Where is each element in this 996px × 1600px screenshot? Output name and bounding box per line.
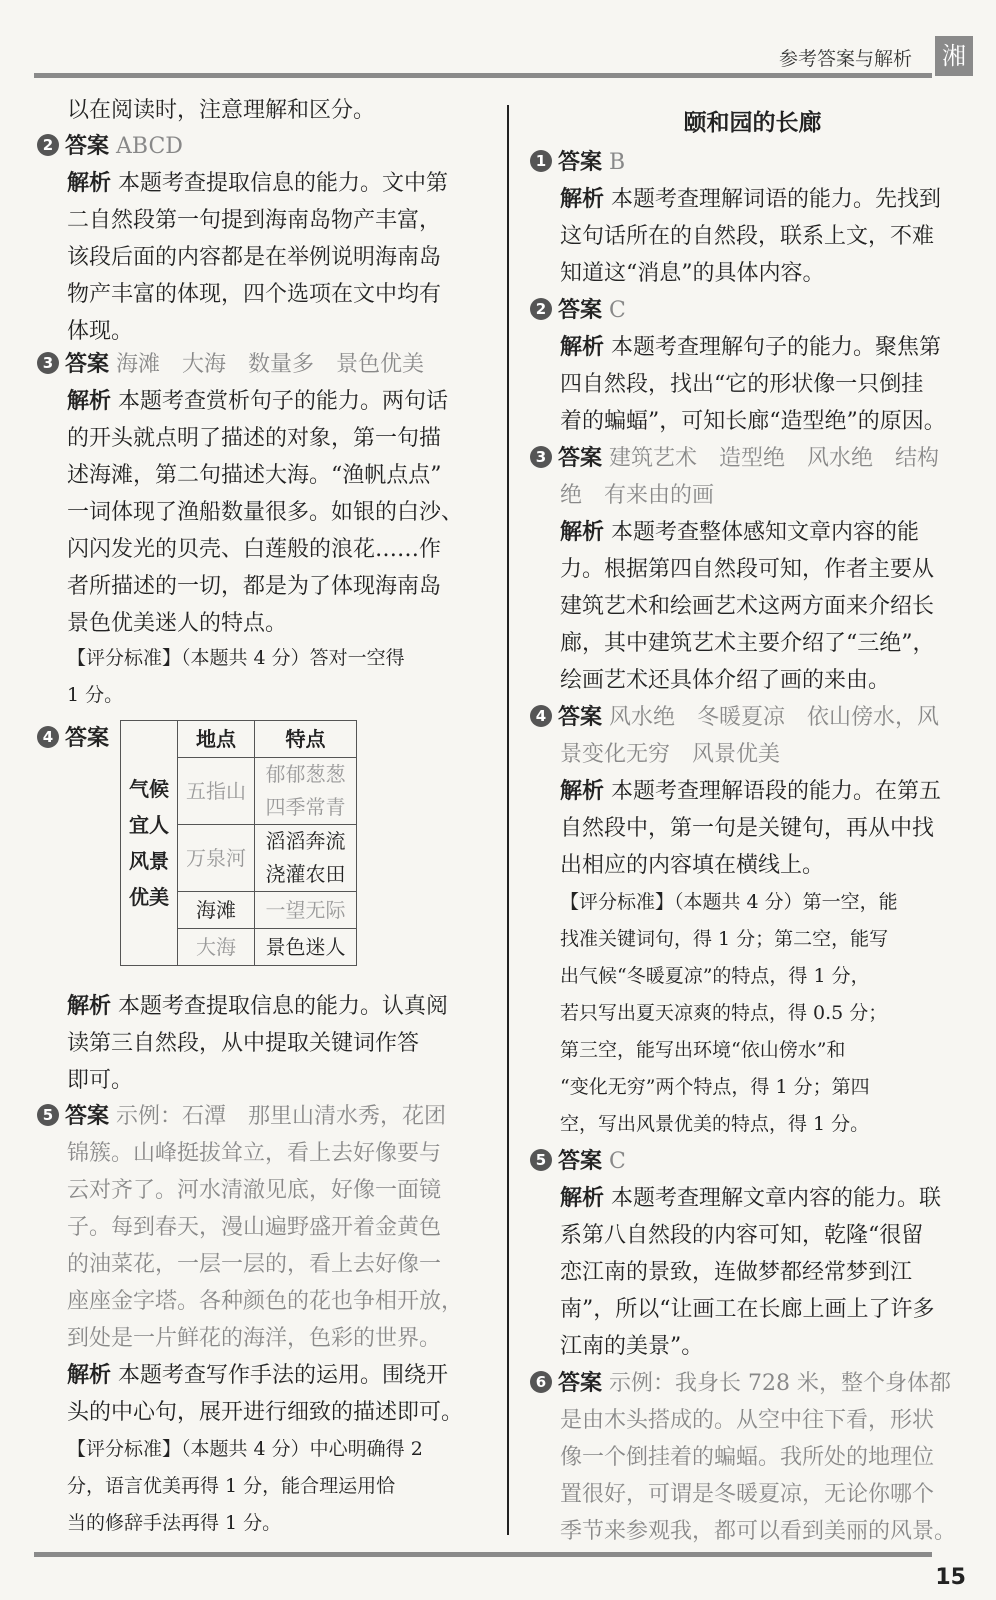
answer-label: 答案 — [558, 297, 603, 323]
answer-label: 答案 — [558, 1370, 603, 1396]
answer-line: 到处是一片鲜花的海洋，色彩的世界。 — [67, 1326, 442, 1351]
answer-line: 子。每到春天，漫山遍野盛开着金黄色 — [67, 1215, 442, 1240]
q3-answer-value: 海滩 大海 数量多 景色优美 — [116, 352, 425, 377]
analysis-line: 这句话所在的自然段，联系上文，不难 — [560, 224, 935, 249]
footer-rule — [34, 1552, 932, 1557]
answer-line: 景变化无穷 风景优美 — [560, 742, 781, 767]
analysis-line: 述海滩，第二句描述大海。“渔帆点点” — [67, 463, 442, 488]
r-q5-answer — [530, 1143, 975, 1180]
answer-label: 答案 — [558, 1148, 603, 1174]
answer-line: 云对齐了。河水清澈见底，好像一面镜 — [67, 1178, 442, 1203]
q4-number: 4 — [37, 726, 59, 748]
analysis-line: 该段后面的内容都是在举例说明海南岛 — [67, 245, 442, 270]
analysis-line: 物产丰富的体现，四个选项在文中均有 — [67, 282, 442, 307]
answer-line: 置很好，可谓是冬暖夏凉，无论你哪个 — [560, 1482, 935, 1507]
answer-line: 示例：我身长 728 米，整个身体都 — [609, 1371, 951, 1396]
r-q6-answer — [530, 1365, 975, 1550]
answer-line: 示例：石潭 那里山清水秀，花团 — [116, 1104, 447, 1129]
q2-answer-value: ABCD — [116, 134, 183, 159]
answer-line: 座座金字塔。各种颜色的花也争相开放， — [67, 1289, 464, 1314]
analysis-line: 闪闪发光的贝壳、白莲般的浪花……作 — [67, 537, 442, 562]
analysis-line: 江南的美景”。 — [560, 1334, 704, 1359]
analysis-label: 解析 — [67, 1362, 112, 1388]
table-feature-cell: 一望无际 — [255, 892, 357, 929]
analysis-line: 本题考查提取信息的能力。认真阅 — [118, 994, 449, 1019]
r-q4-number: 4 — [530, 705, 552, 727]
standard-line: 第三空，能写出环境“依山傍水”和 — [560, 1039, 846, 1061]
r-q1-answer-value: B — [609, 150, 626, 175]
analysis-label: 解析 — [67, 170, 112, 196]
analysis-line: 即可。 — [67, 1068, 134, 1093]
r-q5-answer-value: C — [609, 1149, 626, 1174]
analysis-line: 恋江南的景致，连做梦都经常梦到江 — [560, 1260, 913, 1285]
table-place-cell: 万泉河 — [178, 825, 255, 892]
standard-line: 若只写出夏天凉爽的特点，得 0.5 分； — [560, 1002, 888, 1024]
answer-label: 答案 — [65, 725, 110, 751]
answer-line: 季节来参观我，都可以看到美丽的风景。 — [560, 1519, 957, 1544]
analysis-line: 二自然段第一句提到海南岛物产丰富， — [67, 208, 442, 233]
r-q2-answer-value: C — [609, 298, 626, 323]
standard-line: 1 分。 — [67, 684, 124, 706]
r-q1-answer — [530, 144, 975, 181]
q4-analysis — [37, 988, 482, 1099]
table-place-cell: 大海 — [178, 929, 255, 966]
q4-answer-table — [120, 720, 357, 966]
analysis-line: 本题考查理解词语的能力。先找到 — [611, 187, 942, 212]
standard-line: 找准关键词句，得 1 分；第二空，能写 — [560, 928, 889, 950]
table-place-cell: 海滩 — [178, 892, 255, 929]
r-q3-number: 3 — [530, 446, 552, 468]
header-badge: 湘 — [935, 36, 973, 76]
analysis-line: 出相应的内容填在横线上。 — [560, 853, 825, 878]
table-category-cell: 气候宜人风景优美 — [121, 721, 178, 966]
table-place-cell: 五指山 — [178, 758, 255, 825]
q4-answer — [37, 720, 482, 976]
r-q2-analysis — [530, 329, 975, 440]
analysis-line: 四自然段，找出“它的形状像一只倒挂 — [560, 372, 924, 397]
r-q1-analysis — [530, 181, 975, 292]
analysis-label: 解析 — [560, 334, 605, 360]
answer-line: 绝 有来由的画 — [560, 483, 715, 508]
q3-analysis — [37, 383, 482, 642]
analysis-line: 力。根据第四自然段可知，作者主要从 — [560, 557, 935, 582]
q2-analysis — [37, 165, 482, 350]
analysis-label: 解析 — [560, 778, 605, 804]
analysis-line: 读第三自然段，从中提取关键词作答 — [67, 1031, 420, 1056]
answer-line: 是由木头搭成的。从空中往下看，形状 — [560, 1408, 935, 1433]
analysis-line: 本题考查赏析句子的能力。两句话 — [118, 389, 449, 414]
analysis-line: 的开头就点明了描述的对象，第一句描 — [67, 426, 442, 451]
standard-line: 空，写出风景优美的特点，得 1 分。 — [560, 1113, 870, 1135]
standard-line: 【评分标准】（本题共 4 分）中心明确得 2 — [67, 1438, 423, 1460]
analysis-label: 解析 — [67, 388, 112, 414]
standard-line: 当的修辞手法再得 1 分。 — [67, 1512, 282, 1534]
q5-answer — [37, 1098, 482, 1357]
analysis-line: 头的中心句，展开进行细致的描述即可。 — [67, 1400, 464, 1425]
answer-label: 答案 — [65, 1103, 110, 1129]
table-header-place: 地点 — [178, 721, 255, 758]
r-q1-number: 1 — [530, 150, 552, 172]
analysis-line: 着的蝙蝠”，可知长廊“造型绝”的原因。 — [560, 409, 946, 434]
analysis-label: 解析 — [67, 993, 112, 1019]
q2-answer — [37, 128, 482, 165]
table-feature-cell: 景色迷人 — [255, 929, 357, 966]
analysis-line: 体现。 — [67, 319, 134, 344]
analysis-line: 廊，其中建筑艺术主要介绍了“三绝”， — [560, 631, 935, 656]
r-q4-analysis — [530, 773, 975, 884]
q3-answer — [37, 346, 482, 383]
analysis-line: 自然段中，第一句是关键句，再从中找 — [560, 816, 935, 841]
analysis-line: 本题考查整体感知文章内容的能 — [611, 520, 920, 545]
standard-line: “变化无穷”两个特点，得 1 分；第四 — [560, 1076, 870, 1098]
answer-line: 锦簇。山峰挺拔耸立，看上去好像要与 — [67, 1141, 442, 1166]
table-header-feature: 特点 — [255, 721, 357, 758]
r-q6-number: 6 — [530, 1371, 552, 1393]
r-q2-answer — [530, 292, 975, 329]
page-number: 15 — [935, 1565, 966, 1590]
q3-number: 3 — [37, 352, 59, 374]
analysis-line: 者所描述的一切，都是为了体现海南岛 — [67, 574, 442, 599]
r-q4-scoring-standard — [530, 884, 975, 1143]
analysis-label: 解析 — [560, 519, 605, 545]
analysis-line: 建筑艺术和绘画艺术这两方面来介绍长 — [560, 594, 935, 619]
r-q4-answer — [530, 699, 975, 773]
section-title: 颐和园的长廊 — [683, 109, 822, 136]
analysis-line: 本题考查提取信息的能力。文中第 — [118, 171, 449, 196]
analysis-line: 本题考查理解文章内容的能力。联 — [611, 1186, 942, 1211]
answer-label: 答案 — [65, 351, 110, 377]
analysis-line: 景色优美迷人的特点。 — [67, 611, 288, 636]
analysis-line: 南”，所以“让画工在长廊上画上了许多 — [560, 1297, 935, 1322]
standard-line: 【评分标准】（本题共 4 分）答对一空得 — [67, 647, 405, 669]
table-feature-cell: 滔滔奔流浇灌农田 — [255, 825, 357, 892]
analysis-line: 一词体现了渔船数量很多。如银的白沙、 — [67, 500, 464, 525]
answer-label: 答案 — [558, 445, 603, 471]
q5-analysis — [37, 1357, 482, 1431]
answer-line: 的油菜花，一层一层的，看上去好像一 — [67, 1252, 442, 1277]
r-q3-answer — [530, 440, 975, 514]
header-title: 参考答案与解析 — [779, 48, 913, 70]
answer-label: 答案 — [558, 149, 603, 175]
answer-label: 答案 — [65, 133, 110, 159]
standard-line: 分，语言优美再得 1 分，能合理运用恰 — [67, 1475, 396, 1497]
q5-scoring-standard — [37, 1431, 482, 1542]
answer-label: 答案 — [558, 704, 603, 730]
analysis-line: 绘画艺术还具体介绍了画的来由。 — [560, 668, 891, 693]
answer-line: 建筑艺术 造型绝 风水绝 结构 — [609, 446, 940, 471]
analysis-label: 解析 — [560, 1185, 605, 1211]
r-q5-number: 5 — [530, 1149, 552, 1171]
analysis-line: 知道这“消息”的具体内容。 — [560, 261, 825, 286]
r-q3-analysis — [530, 514, 975, 699]
answer-line: 风水绝 冬暖夏凉 依山傍水，风 — [609, 705, 940, 730]
column-divider — [507, 105, 509, 1535]
header-rule — [34, 73, 932, 78]
q5-number: 5 — [37, 1104, 59, 1126]
analysis-line: 本题考查理解句子的能力。聚焦第 — [611, 335, 942, 360]
analysis-line: 系第八自然段的内容可知，乾隆“很留 — [560, 1223, 924, 1248]
table-feature-cell: 郁郁葱葱四季常青 — [255, 758, 357, 825]
analysis-line: 本题考查理解语段的能力。在第五 — [611, 779, 942, 804]
answer-line: 像一个倒挂着的蝙蝠。我所处的地理位 — [560, 1445, 935, 1470]
r-q5-analysis — [530, 1180, 975, 1365]
analysis-label: 解析 — [560, 186, 605, 212]
standard-line: 出气候“冬暖夏凉”的特点，得 1 分， — [560, 965, 870, 987]
analysis-line: 本题考查写作手法的运用。围绕开 — [118, 1363, 449, 1388]
standard-line: 【评分标准】（本题共 4 分）第一空，能 — [560, 891, 898, 913]
q3-scoring-standard — [37, 640, 482, 714]
intro-line: 以在阅读时，注意理解和区分。 — [67, 98, 376, 123]
r-q2-number: 2 — [530, 298, 552, 320]
q2-number: 2 — [37, 134, 59, 156]
